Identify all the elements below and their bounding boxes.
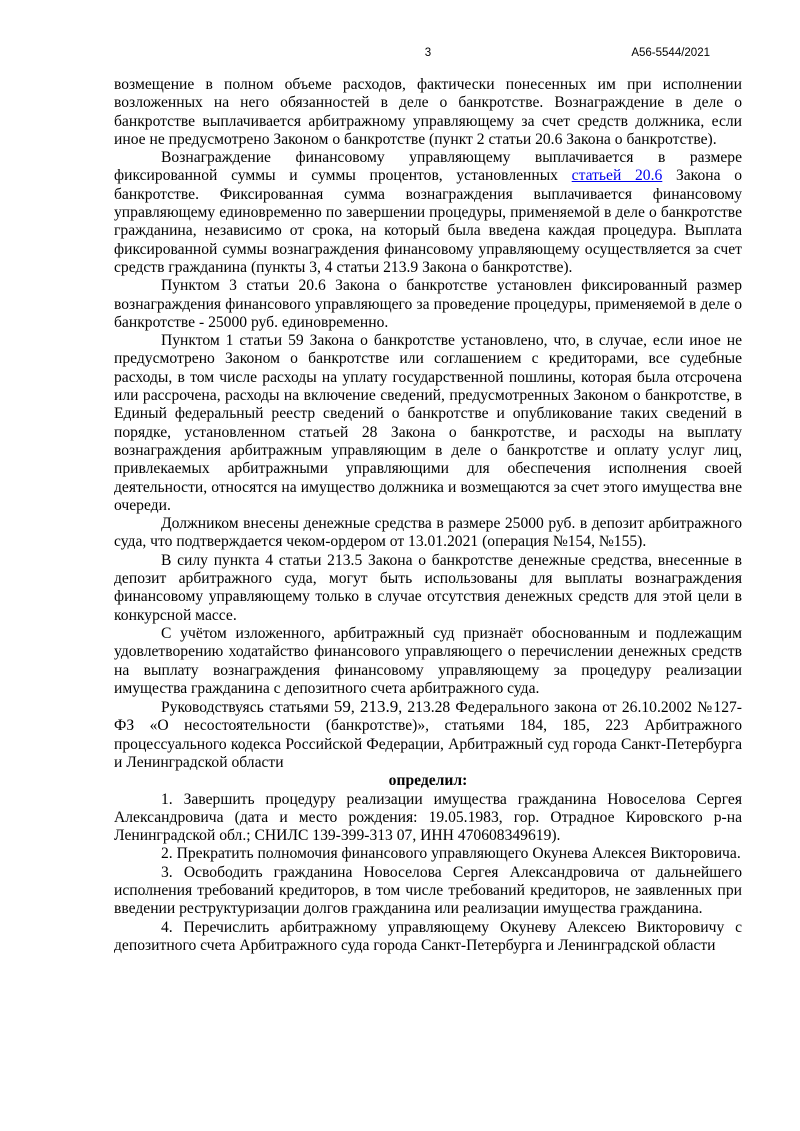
- paragraph-4: Пунктом 1 статьи 59 Закона о банкротстве установлено, что, в случае, если иное не предусмотрено Законом о банкротстве или соглашением с кредиторами, все судебные расходы, в том числе расходы на уплату государственной пошлины, которая была отсрочена или рассрочена, расходы на включение сведений, предусмотренных Законом о банкротстве, в Единый федеральный реестр сведений о банкротстве и опубликование таких сведений в порядке, установленном статьей 28 Закона о банкротстве, и расходы на выплату вознаграждения арбитражным управляющим в деле о банкротстве и оплату услуг лиц, привлекаемых арбитражными управляющими для обеспечения исполнения своей деятельности, относятся на имущество должника и возмещаются за счет этого имущества вне очереди.: [114, 332, 742, 514]
- ruling-item-2: 2. Прекратить полномочия финансового управляющего Окунева Алексея Викторовича.: [161, 845, 741, 863]
- separator: ,: [350, 699, 360, 717]
- paragraph-8: [114, 698, 742, 772]
- ruling-item-4: 4. Перечислить арбитражному управляющему Окуневу Алексею Викторовичу с депозитного счета Арбитражного суда города Санкт-Петербурга и Ленинградской области: [114, 918, 742, 954]
- paragraph-3: Пунктом 3 статьи 20.6 Закона о банкротстве установлен фиксированный размер вознаграждения финансового управляющего за проведение процедуры, применяемой в деле о банкротстве - 25000 руб. единовременно.: [114, 277, 742, 331]
- ruling-item-3: 3. Освободить гражданина Новоселова Сергея Александровича от дальнейшего исполнения требований кредиторов, в том числе требований кредиторов, не заявленных при введении реструктуризации долгов гражданина или реализации имущества гражданина.: [114, 863, 742, 918]
- paragraph-8-rest: , 213.28 Федерального закона от 26.10.2002 №127-ФЗ «О несостоятельности (банкротстве)», статьями 184, 185, 223 Арбитражного процессуального кодекса Российской Федерации, Арбитражный суд города Санкт-Петербурга и Ленинградской области: [114, 699, 742, 771]
- paragraph-2: [114, 149, 742, 277]
- paragraph-2-text-end: Закона о банкротстве. Фиксированная сумма вознаграждения выплачивается финансовому управляющему единовременно по завершении процедуры, применяемой в деле о банкротстве гражданина, независимо от срока, на который была введена каждая процедура. Выплата фиксированной суммы вознаграждения финансовому управляющему осуществляется за счет средств гражданина (пункты 3, 4 статьи 213.9 Закона о банкротстве).: [114, 167, 743, 276]
- law-article-link[interactable]: статьей 20.6: [571, 167, 663, 185]
- paragraph-7: С учётом изложенного, арбитражный суд признаёт обоснованным и подлежащим удовлетворению ходатайство финансового управляющего о перечислении денежных средств на выплату вознаграждения финансовому управляющему за процедуру реализации имущества гражданина с депозитного счета арбитражного суда.: [114, 624, 742, 697]
- paragraph-8-lead: Руководствуясь статьями: [161, 699, 334, 717]
- ruling-item-1: 1. Завершить процедуру реализации имущества гражданина Новоселова Сергея Александровича (дата и место рождения: 19.05.1983, гор. Отрадное Кировского р-на Ленинградской обл.; СНИЛС 139-399-313 07, ИНН 470608349619).: [114, 790, 742, 845]
- case-number: А56-5544/2021: [631, 47, 710, 59]
- paragraph-1: возмещение в полном объеме расходов, фактически понесенных им при исполнении возложенных на него обязанностей в деле о банкротстве. Вознаграждение в деле о банкротстве выплачивается арбитражному управляющему за счет средств должника, если иное не предусмотрено Законом о банкротстве (пункт 2 статьи 20.6 Закона о банкротстве).: [114, 76, 742, 148]
- paragraph-6: В силу пункта 4 статьи 213.5 Закона о банкротстве денежные средства, внесенные в депозит арбитражного суда, могут быть использованы для выплаты вознаграждения финансовому управляющему только в случае отсутствия денежных средств для этой цели в конкурсной массе.: [114, 551, 742, 624]
- article-213-9-ref: 213.9: [360, 697, 399, 717]
- ruling-heading: определил:: [388, 772, 468, 790]
- page-number: 3: [424, 47, 432, 59]
- paragraph-5: Должником внесены денежные средства в размере 25000 руб. в депозит арбитражного суда, что подтверждается чеком-ордером от 13.01.2021 (операция №154, №155).: [114, 515, 742, 551]
- document-body: [114, 76, 742, 955]
- article-59-ref: 59: [333, 697, 351, 717]
- paragraph-2-text-start: Вознаграждение финансовому управляющему выплачивается в размере фиксированной суммы и суммы процентов, установленных: [114, 149, 742, 185]
